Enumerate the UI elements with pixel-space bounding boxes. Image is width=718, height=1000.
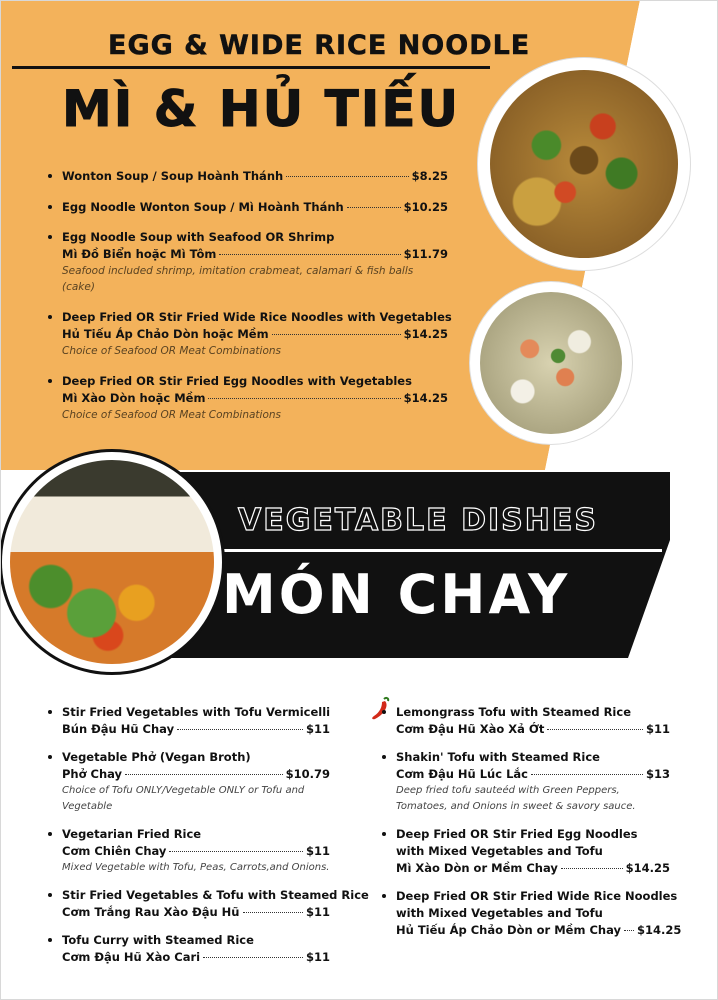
menu-item bbox=[382, 888, 682, 939]
vegetable-menu-list-left bbox=[48, 704, 369, 977]
item-price: $11.79 bbox=[403, 247, 448, 261]
item-name: Deep Fried OR Stir Fried Egg Noodles with Vegetables bbox=[62, 374, 412, 388]
item-name: Egg Noodle Wonton Soup / Mì Hoành Thánh bbox=[62, 200, 344, 214]
noodle-section-title-vn: MÌ & HỦ TIẾU bbox=[62, 80, 461, 138]
item-name-vn: Phở Chay bbox=[62, 767, 123, 781]
noodle-section-title-en: EGG & WIDE RICE NOODLE bbox=[108, 30, 531, 61]
title-divider bbox=[12, 66, 490, 69]
item-name: Vegetable Phở (Vegan Broth) bbox=[62, 750, 251, 764]
item-description: Seafood included shrimp, imitation crabmeat, calamari & fish balls (cake) bbox=[62, 265, 414, 293]
menu-item bbox=[48, 229, 448, 295]
item-price: $11 bbox=[305, 844, 330, 858]
menu-item bbox=[48, 704, 330, 738]
item-price: $10.79 bbox=[285, 767, 330, 781]
item-name: Lemongrass Tofu with Steamed Rice bbox=[396, 705, 631, 719]
item-name: Vegetarian Fried Rice bbox=[62, 827, 202, 841]
item-description: Deep fried tofu sauteéd with Green Peppers, Tomatoes, and Onions in sweet & savory sauce. bbox=[396, 785, 636, 812]
menu-item bbox=[382, 704, 670, 738]
item-name: Egg Noodle Soup with Seafood OR Shrimp bbox=[62, 230, 335, 244]
item-name: Stir Fried Vegetables & Tofu with Steamed Rice bbox=[62, 888, 369, 902]
menu-item bbox=[48, 199, 448, 216]
item-name-vn: Mì Xào Dòn or Mềm Chay bbox=[396, 861, 558, 875]
item-name: Deep Fried OR Stir Fried Wide Rice Noodles with Vegetables bbox=[62, 310, 452, 324]
noodle-dish-photo bbox=[478, 58, 690, 270]
seafood-soup-photo bbox=[470, 282, 632, 444]
item-name: Stir Fried Vegetables with Tofu Vermicelli bbox=[62, 705, 331, 719]
vegetable-menu-list-right bbox=[382, 704, 682, 950]
item-name-vn: Cơm Chiên Chay bbox=[62, 844, 167, 858]
item-price: $11 bbox=[305, 950, 330, 964]
menu-item bbox=[48, 932, 330, 966]
item-price: $13 bbox=[645, 767, 670, 781]
vegetable-pho-photo bbox=[2, 452, 222, 672]
item-price: $11 bbox=[305, 722, 330, 736]
item-price: $14.25 bbox=[625, 861, 670, 875]
menu-item bbox=[48, 887, 369, 921]
menu-item bbox=[48, 168, 448, 185]
menu-item bbox=[382, 749, 670, 815]
item-name-vn: Hủ Tiếu Áp Chảo Dòn hoặc Mềm bbox=[62, 327, 269, 341]
item-description: Mixed Vegetable with Tofu, Peas, Carrots,and Onions. bbox=[62, 862, 330, 873]
item-name-vn: Cơm Đậu Hũ Xào Xả Ớt bbox=[396, 722, 545, 736]
item-price: $11 bbox=[645, 722, 670, 736]
item-price: $14.25 bbox=[637, 923, 682, 937]
menu-item bbox=[48, 309, 452, 359]
noodle-menu-list bbox=[48, 168, 452, 437]
banner-divider bbox=[222, 549, 662, 552]
item-name-vn: Mì Đồ Biển hoặc Mì Tôm bbox=[62, 247, 217, 261]
item-description: Choice of Seafood OR Meat Combinations bbox=[62, 409, 282, 421]
item-description: Choice of Tofu ONLY/Vegetable ONLY or Tofu and Vegetable bbox=[62, 785, 305, 812]
item-price: $8.25 bbox=[411, 169, 448, 183]
item-name: Wonton Soup / Soup Hoành Thánh bbox=[62, 169, 284, 183]
item-name: Shakin' Tofu with Steamed Rice bbox=[396, 750, 600, 764]
item-name: Deep Fried OR Stir Fried Egg Noodles bbox=[396, 827, 638, 841]
item-price: $10.25 bbox=[403, 200, 448, 214]
item-name-vn: Hủ Tiếu Áp Chảo Dòn or Mềm Chay bbox=[396, 923, 621, 937]
item-description: Choice of Seafood OR Meat Combinations bbox=[62, 345, 282, 357]
item-name-cont: with Mixed Vegetables and Tofu bbox=[396, 844, 603, 858]
menu-item bbox=[48, 373, 448, 423]
menu-item bbox=[48, 749, 330, 815]
item-price: $11 bbox=[305, 905, 330, 919]
item-name-vn: Cơm Trắng Rau Xào Đậu Hũ bbox=[62, 905, 240, 919]
item-price: $14.25 bbox=[403, 327, 448, 341]
item-name-vn: Bún Đậu Hũ Chay bbox=[62, 722, 175, 736]
vegetable-section-title-en: VEGETABLE DISHES bbox=[238, 503, 598, 538]
item-name: Deep Fried OR Stir Fried Wide Rice Noodles bbox=[396, 889, 678, 903]
menu-item bbox=[382, 826, 670, 877]
item-price: $14.25 bbox=[403, 391, 448, 405]
item-name-vn: Cơm Đậu Hũ Lúc Lắc bbox=[396, 767, 528, 781]
menu-item bbox=[48, 826, 330, 876]
vegetable-section-title-vn: MÓN CHAY bbox=[222, 563, 571, 626]
item-name-vn: Mì Xào Dòn hoặc Mềm bbox=[62, 391, 206, 405]
item-name: Tofu Curry with Steamed Rice bbox=[62, 933, 254, 947]
item-name-cont: with Mixed Vegetables and Tofu bbox=[396, 906, 603, 920]
item-name-vn: Cơm Đậu Hũ Xào Cari bbox=[62, 950, 201, 964]
